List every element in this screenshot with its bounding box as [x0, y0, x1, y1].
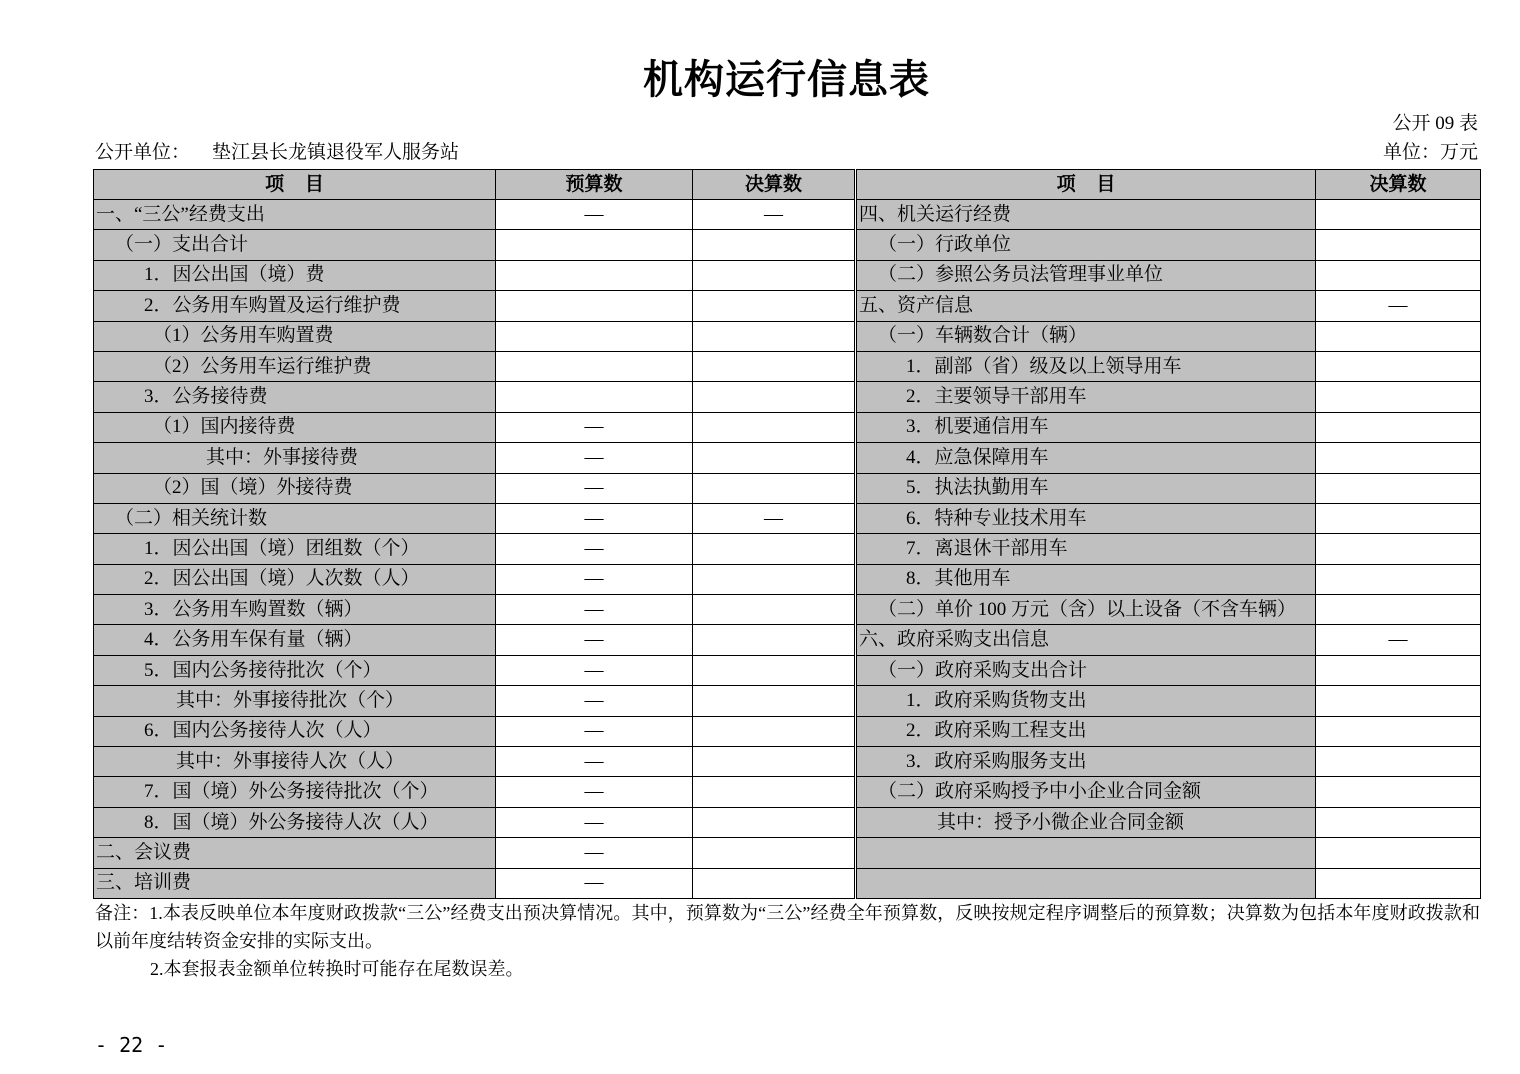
- right-final-cell: [1316, 534, 1481, 564]
- right-final-cell: [1316, 230, 1481, 260]
- left-budget-cell: [496, 260, 693, 290]
- right-item-cell: 6．特种专业技术用车: [856, 503, 1316, 533]
- table-number: 公开 09 表: [1392, 113, 1478, 134]
- right-item-cell: 7．离退休干部用车: [856, 534, 1316, 564]
- left-item-cell: 其中：外事接待批次（个）: [94, 686, 496, 716]
- right-final-cell: [1316, 473, 1481, 503]
- right-item-cell: 2．政府采购工程支出: [856, 716, 1316, 746]
- right-item-cell: [856, 838, 1316, 868]
- right-item-cell: （一）政府采购支出合计: [856, 655, 1316, 685]
- left-item-cell: （二）相关统计数: [94, 503, 496, 533]
- left-final-cell: [693, 412, 856, 442]
- right-final-cell: [1316, 747, 1481, 777]
- header-right-item: 项 目: [856, 170, 1316, 200]
- table-row: [94, 534, 1481, 564]
- table-row: [94, 686, 1481, 716]
- left-item-cell: 其中：外事接待人次（人）: [94, 747, 496, 777]
- table-row: [94, 595, 1481, 625]
- left-item-cell: 2．公务用车购置及运行维护费: [94, 291, 496, 321]
- right-final-cell: [1316, 382, 1481, 412]
- reporting-unit-label: 公开单位：: [95, 142, 191, 163]
- left-final-cell: [693, 595, 856, 625]
- right-final-cell: [1316, 503, 1481, 533]
- left-item-cell: 3．公务用车购置数（辆）: [94, 595, 496, 625]
- right-item-cell: （二）政府采购授予中小企业合同金额: [856, 777, 1316, 807]
- left-budget-cell: —: [496, 200, 693, 230]
- right-item-cell: 其中：授予小微企业合同金额: [856, 807, 1316, 837]
- left-item-cell: （1）国内接待费: [94, 412, 496, 442]
- right-item-cell: 五、资产信息: [856, 291, 1316, 321]
- table-row: [94, 838, 1481, 868]
- right-final-cell: —: [1316, 625, 1481, 655]
- right-item-cell: （一）行政单位: [856, 230, 1316, 260]
- right-final-cell: —: [1316, 291, 1481, 321]
- table-row: [94, 868, 1481, 898]
- table-row: [94, 625, 1481, 655]
- right-item-cell: 5．执法执勤用车: [856, 473, 1316, 503]
- left-item-cell: 其中：外事接待费: [94, 443, 496, 473]
- left-budget-cell: [496, 321, 693, 351]
- right-item-cell: 四、机关运行经费: [856, 200, 1316, 230]
- left-budget-cell: —: [496, 838, 693, 868]
- notes: [95, 899, 1480, 983]
- note-1: 备注：1.本表反映单位本年度财政拨款“三公”经费支出预决算情况。其中，预算数为“三公”经费全年预算数，反映按规定程序调整后的预算数；决算数为包括本年度财政拨款和以前年度结转资金安排的实际支出。: [95, 903, 1480, 951]
- left-budget-cell: —: [496, 655, 693, 685]
- left-final-cell: [693, 655, 856, 685]
- left-item-cell: 7．国（境）外公务接待批次（个）: [94, 777, 496, 807]
- left-final-cell: [693, 838, 856, 868]
- right-item-cell: （二）单价 100 万元（含）以上设备（不含车辆）: [856, 595, 1316, 625]
- right-final-cell: [1316, 564, 1481, 594]
- reporting-unit-name: 垫江县长龙镇退役军人服务站: [212, 142, 460, 163]
- left-final-cell: —: [693, 503, 856, 533]
- left-budget-cell: —: [496, 777, 693, 807]
- left-final-cell: [693, 686, 856, 716]
- left-item-cell: 2．因公出国（境）人次数（人）: [94, 564, 496, 594]
- left-final-cell: [693, 260, 856, 290]
- page-title: 机构运行信息表: [643, 57, 930, 102]
- left-final-cell: [693, 807, 856, 837]
- left-budget-cell: [496, 351, 693, 381]
- right-item-cell: 六、政府采购支出信息: [856, 625, 1316, 655]
- table-row: [94, 807, 1481, 837]
- left-item-cell: 二、会议费: [94, 838, 496, 868]
- table-row: [94, 200, 1481, 230]
- left-budget-cell: —: [496, 503, 693, 533]
- table-row: [94, 777, 1481, 807]
- right-item-cell: 4．应急保障用车: [856, 443, 1316, 473]
- right-item-cell: 8．其他用车: [856, 564, 1316, 594]
- left-final-cell: [693, 291, 856, 321]
- left-item-cell: 一、“三公”经费支出: [94, 200, 496, 230]
- left-item-cell: 1．因公出国（境）费: [94, 260, 496, 290]
- left-budget-cell: —: [496, 595, 693, 625]
- table-row: [94, 260, 1481, 290]
- table-row: [94, 564, 1481, 594]
- left-final-cell: —: [693, 200, 856, 230]
- left-item-cell: （1）公务用车购置费: [94, 321, 496, 351]
- right-item-cell: 1．政府采购货物支出: [856, 686, 1316, 716]
- left-final-cell: [693, 564, 856, 594]
- currency-unit: 单位：万元: [1382, 142, 1478, 163]
- left-final-cell: [693, 716, 856, 746]
- right-final-cell: [1316, 868, 1481, 898]
- left-budget-cell: —: [496, 807, 693, 837]
- left-budget-cell: —: [496, 716, 693, 746]
- left-item-cell: （一）支出合计: [94, 230, 496, 260]
- left-item-cell: 4．公务用车保有量（辆）: [94, 625, 496, 655]
- reporting-unit: [95, 141, 459, 165]
- right-item-cell: （一）车辆数合计（辆）: [856, 321, 1316, 351]
- right-final-cell: [1316, 412, 1481, 442]
- table-header-row: [94, 170, 1481, 200]
- table-row: [94, 351, 1481, 381]
- table-row: [94, 321, 1481, 351]
- table-row: [94, 655, 1481, 685]
- right-item-cell: 3．政府采购服务支出: [856, 747, 1316, 777]
- right-item-cell: 2．主要领导干部用车: [856, 382, 1316, 412]
- note-2: 2.本套报表金额单位转换时可能存在尾数误差。: [150, 959, 524, 979]
- right-final-cell: [1316, 655, 1481, 685]
- left-budget-cell: —: [496, 534, 693, 564]
- right-item-cell: 1．副部（省）级及以上领导用车: [856, 351, 1316, 381]
- left-final-cell: [693, 473, 856, 503]
- table-row: [94, 230, 1481, 260]
- table-row: [94, 473, 1481, 503]
- left-budget-cell: —: [496, 747, 693, 777]
- left-budget-cell: [496, 230, 693, 260]
- left-budget-cell: —: [496, 473, 693, 503]
- left-budget-cell: —: [496, 625, 693, 655]
- right-final-cell: [1316, 807, 1481, 837]
- left-final-cell: [693, 382, 856, 412]
- header-left-item: 项 目: [94, 170, 496, 200]
- left-final-cell: [693, 747, 856, 777]
- table-row: [94, 747, 1481, 777]
- left-final-cell: [693, 351, 856, 381]
- right-final-cell: [1316, 260, 1481, 290]
- info-table: [93, 169, 1481, 899]
- left-final-cell: [693, 534, 856, 564]
- table-row: [94, 412, 1481, 442]
- right-item-cell: （二）参照公务员法管理事业单位: [856, 260, 1316, 290]
- right-final-cell: [1316, 351, 1481, 381]
- table-row: [94, 443, 1481, 473]
- left-item-cell: 5．国内公务接待批次（个）: [94, 655, 496, 685]
- left-final-cell: [693, 868, 856, 898]
- table-row: [94, 503, 1481, 533]
- left-final-cell: [693, 625, 856, 655]
- page-number: - 22 -: [95, 1033, 168, 1057]
- table-row: [94, 382, 1481, 412]
- left-budget-cell: —: [496, 412, 693, 442]
- left-item-cell: 1．因公出国（境）团组数（个）: [94, 534, 496, 564]
- header-left-final: 决算数: [693, 170, 856, 200]
- left-budget-cell: —: [496, 564, 693, 594]
- right-final-cell: [1316, 838, 1481, 868]
- left-item-cell: （2）国（境）外接待费: [94, 473, 496, 503]
- left-budget-cell: —: [496, 443, 693, 473]
- left-final-cell: [693, 443, 856, 473]
- left-final-cell: [693, 230, 856, 260]
- header-left-budget: 预算数: [496, 170, 693, 200]
- left-item-cell: 6．国内公务接待人次（人）: [94, 716, 496, 746]
- right-final-cell: [1316, 321, 1481, 351]
- left-budget-cell: —: [496, 868, 693, 898]
- right-final-cell: [1316, 716, 1481, 746]
- right-final-cell: [1316, 777, 1481, 807]
- left-final-cell: [693, 321, 856, 351]
- left-budget-cell: —: [496, 686, 693, 716]
- left-budget-cell: [496, 382, 693, 412]
- table-row: [94, 716, 1481, 746]
- right-final-cell: [1316, 200, 1481, 230]
- right-final-cell: [1316, 443, 1481, 473]
- right-final-cell: [1316, 595, 1481, 625]
- left-final-cell: [693, 777, 856, 807]
- right-item-cell: 3．机要通信用车: [856, 412, 1316, 442]
- left-item-cell: 8．国（境）外公务接待人次（人）: [94, 807, 496, 837]
- right-item-cell: [856, 868, 1316, 898]
- right-final-cell: [1316, 686, 1481, 716]
- left-item-cell: 3．公务接待费: [94, 382, 496, 412]
- left-budget-cell: [496, 291, 693, 321]
- header-right-final: 决算数: [1316, 170, 1481, 200]
- left-item-cell: （2）公务用车运行维护费: [94, 351, 496, 381]
- table-row: [94, 291, 1481, 321]
- left-item-cell: 三、培训费: [94, 868, 496, 898]
